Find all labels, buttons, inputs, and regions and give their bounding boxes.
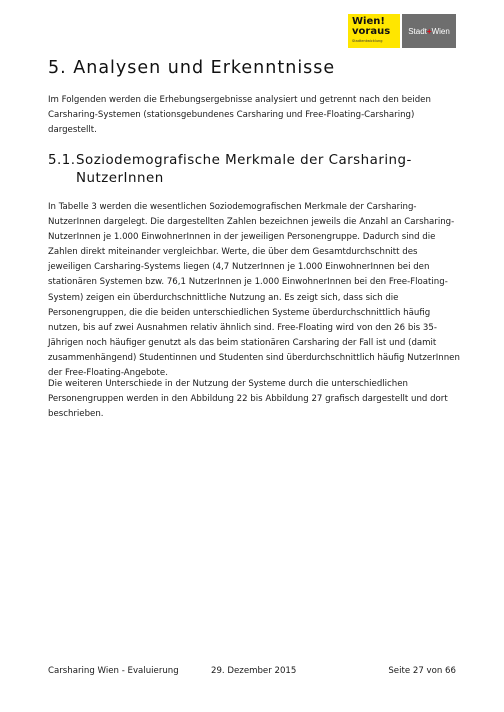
subsection-paragraph-1: In Tabelle 3 werden die wesentlichen Soziodemografischen Merkmale der Carsharing-NutzerInnen dargelegt. Die dargestellten Zahlen bezeichnen jeweils die Anzahl an Carsharing-NutzerInnen je 1.000 EinwohnerInnen in der jeweiligen Personengruppe. Dadurch sind die Zahlen direkt miteinander vergleichbar. Werte, die über dem Gesamtdurchschnitt des jeweiligen Carsharing-Systems liegen (4,7 NutzerInnen je 1.000 EinwohnerInnen bei den stationären Systemen bzw. 76,1 NutzerInnen je 1.000 EinwohnerInnen bei den Free-Floating-System) zeigen ein überdurchschnittliche Nutzung an. Es zeigt sich, dass sich die Personengruppen, die die beiden unterschiedlichen Systeme überdurchschnittlich häufig nutzen, bis auf zwei Ausnahmen relativ ähnlich sind. Free-Floating wird von den 26 bis 35-Jährigen noch häufiger genutzt als das beim stationären Carsharing der Fall ist und (damit zusammenhängend) Studentinnen und Studenten sind überdurchschnittlich häufig NutzerInnen der Free-Floating-Angebote. — [48, 202, 460, 379]
footer-document-title: Carsharing Wien - Evaluierung — [48, 666, 179, 676]
page-footer — [48, 666, 456, 678]
wien-voraus-logo — [348, 14, 400, 48]
logo-line2: voraus — [352, 26, 391, 37]
stadt-wien-logo — [402, 14, 456, 48]
footer-date: 29. Dezember 2015 — [211, 666, 297, 676]
subsection-heading-line1: Soziodemografische Merkmale der Carsharing- — [76, 153, 412, 168]
footer-page-number: Seite 27 von 66 — [388, 666, 456, 676]
logo-stadt-text: Stadt — [408, 26, 427, 36]
subsection-heading — [48, 152, 468, 187]
section-intro: Im Folgenden werden die Erhebungsergebnisse analysiert und getrennt nach den beiden Carsharing-Systemen (stationsgebundenes Carsharing und Free-Floating-Carsharing) dargestellt. — [48, 95, 431, 136]
subsection-number: 5.1. — [48, 153, 76, 168]
logo-wien-text: Wien — [431, 26, 450, 36]
section-heading: 5. Analysen und Erkenntnisse — [48, 58, 336, 78]
subsection-paragraph-2: Die weiteren Unterschiede in der Nutzung der Systeme durch die unterschiedlichen Personengruppen werden in den Abbildung 22 bis Abbildung 27 grafisch dargestellt und dort beschrieben. — [48, 379, 448, 420]
header-logos — [348, 14, 456, 48]
logo-line1: Wien! — [352, 16, 385, 27]
logo-plus: + — [426, 26, 432, 36]
logo-line3: Stadtentwicklung — [352, 39, 383, 43]
subsection-heading-line2: NutzerInnen — [76, 170, 164, 186]
